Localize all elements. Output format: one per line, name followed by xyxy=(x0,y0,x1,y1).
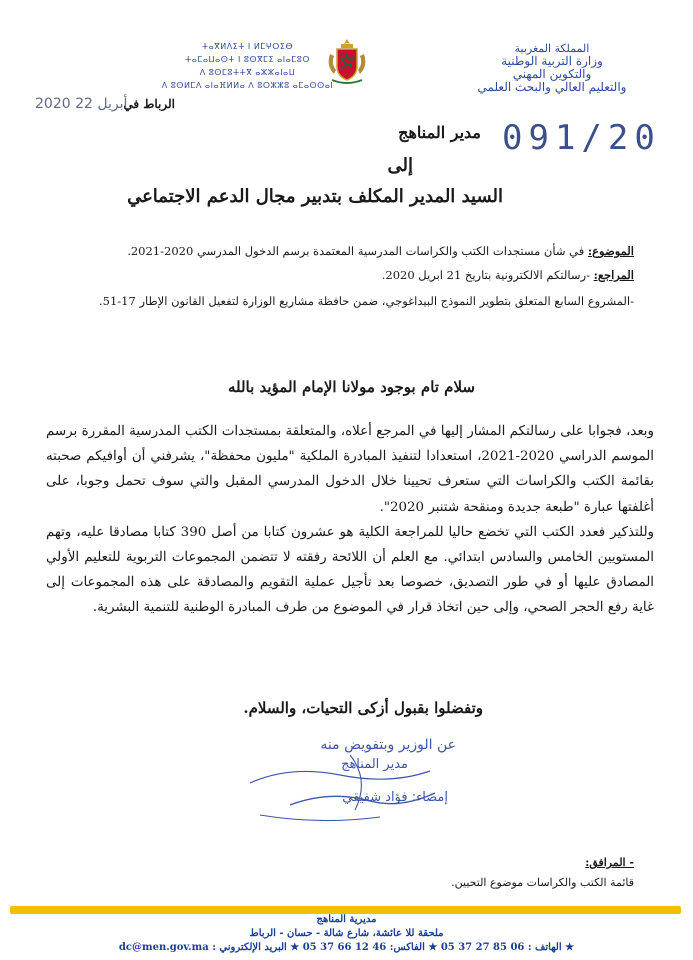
references-label: المراجع: xyxy=(593,268,634,282)
footer-band xyxy=(10,906,681,914)
document-number-stamp: 091/20 xyxy=(502,118,661,158)
signature-block xyxy=(230,735,460,830)
royal-emblem-icon xyxy=(322,36,372,86)
subject-text: في شأن مستجدات الكتب والكراسات المدرسية المعتمدة برسم الدخول المدرسي 2020-2021. xyxy=(127,244,588,258)
to-label: إلى xyxy=(387,155,413,176)
greeting: سلام تام بوجود مولانا الإمام المؤيد بالله xyxy=(227,378,475,396)
ministry-name-arabic xyxy=(457,42,647,94)
footer-address: ملحقة للا عائشة، شارع شالة - حسان - الرباط xyxy=(249,928,444,939)
subject-line xyxy=(127,244,634,258)
recipient-title: السيد المدير المكلف بتدبير مجال الدعم الاجتماعي xyxy=(127,186,503,207)
body-paragraph-1: وبعد، فجوابا على رسالتكم المشار إليها في المرجع أعلاه، والمتعلقة بمستجدات الكتب المدرسية المقررة برسم الموسم الدراسي 2020-2021، استعدادا لتنفيذ المبادرة الملكية "مليون محفظة"، يشرفني أن أوافيكم صحبته بقائمة الكتب والكراسات التي ستعرف تحيينا خلال الدخول المدرسي المقبل والتي سوف تحمل وجوبا، على أغلفتها عبارة "طبعة جديدة ومنقحة شتنبر 2020". xyxy=(46,424,654,515)
date-stamp: 2020 أبريل 22 xyxy=(35,96,128,112)
signature-line-1: عن الوزير وبتفويض منه xyxy=(320,737,456,753)
references-line xyxy=(382,268,634,282)
annex-item: قائمة الكتب والكراسات موضوع التحيين. xyxy=(451,876,634,889)
signature-line-3: إمضاء: فؤاد شفيقي xyxy=(342,790,448,805)
reference-item-1: -رسالتكم الالكترونية بتاريخ 21 ابريل 2020. xyxy=(381,268,594,282)
ministry-name-tifinagh xyxy=(160,40,335,92)
ministry-tif-line: ⴷ ⵓⵙⵍⵎⴷ ⴰⵏⴰⴼⵍⵍⴰ ⴷ ⵓⵔⵣⵣⵓ ⴰⵎⴰⵙⵙⴰⵏ xyxy=(161,81,334,90)
ministry-tif-line: ⵜⴰⵎⴰⵡⴰⵙⵜ ⵏ ⵓⵙⴳⵎⵉ ⴰⵏⴰⵎⵓⵔ xyxy=(185,55,310,64)
ministry-line: وزارة التربية الوطنية xyxy=(501,54,603,68)
ministry-tif-line: ⴷ ⵓⵙⵎⵓⵜⵜⴳ ⴰⵣⵣⴰⵏⴰⵡ xyxy=(199,68,296,77)
annex-label: - المرافق: xyxy=(585,856,634,869)
city-label: الرباط في xyxy=(123,97,175,111)
ministry-line: والتكوين المهني xyxy=(512,67,592,81)
ministry-line: المملكة المغربية xyxy=(514,42,590,55)
ministry-tif-line: ⵜⴰⴳⵍⴷⵉⵜ ⵏ ⵍⵎⵖⵔⵉⴱ xyxy=(201,42,294,51)
sender-title: مدير المناهج xyxy=(398,123,481,142)
body-paragraph-2: وللتذكير فعدد الكتب التي تخضع حاليا للمراجعة الكلية هو عشرون كتابا من أصل 390 كتابا مصادقا عليه، وتهم المستويين الخامس والسادس ابتدائي. مع العلم أن اللائحة رفقته لا تتضمن المجموعات التربوية للتعليم الأولي المصادق عليها أو في طور التصديق، خصوصا بعد تأجيل عملية التقويم والمصادقة على هذه المجموعات إلى غاية رفع الحجر الصحي، وإلى حين اتخاذ قرار في الموضوع من طرف المبادرة الوطنية للتنمية البشرية. xyxy=(46,524,654,616)
city-date-stamp xyxy=(35,95,215,119)
closing-line: وتفضلوا بقبول أزكى التحيات، والسلام. xyxy=(243,699,483,717)
signature-line-2: مدير المناهج xyxy=(341,757,408,772)
letter-body xyxy=(46,419,654,621)
footer-contact: ★ الهاتف : 06 85 27 37 05 ★ الفاكس: 46 12 66 37 05 ★ البريد الإلكتروني : dc@men.gov.ma xyxy=(118,942,575,953)
footer-directorate: مديرية المناهج xyxy=(316,914,377,925)
subject-label: الموضوع: xyxy=(587,244,634,258)
ministry-line: والتعليم العالي والبحث العلمي xyxy=(477,80,627,94)
reference-item-2: -المشروع السابع المتعلق بتطوير النموذج البيداغوجي، ضمن حافظة مشاريع الوزارة لتفعيل القانون الإطار 17-51. xyxy=(98,294,634,308)
